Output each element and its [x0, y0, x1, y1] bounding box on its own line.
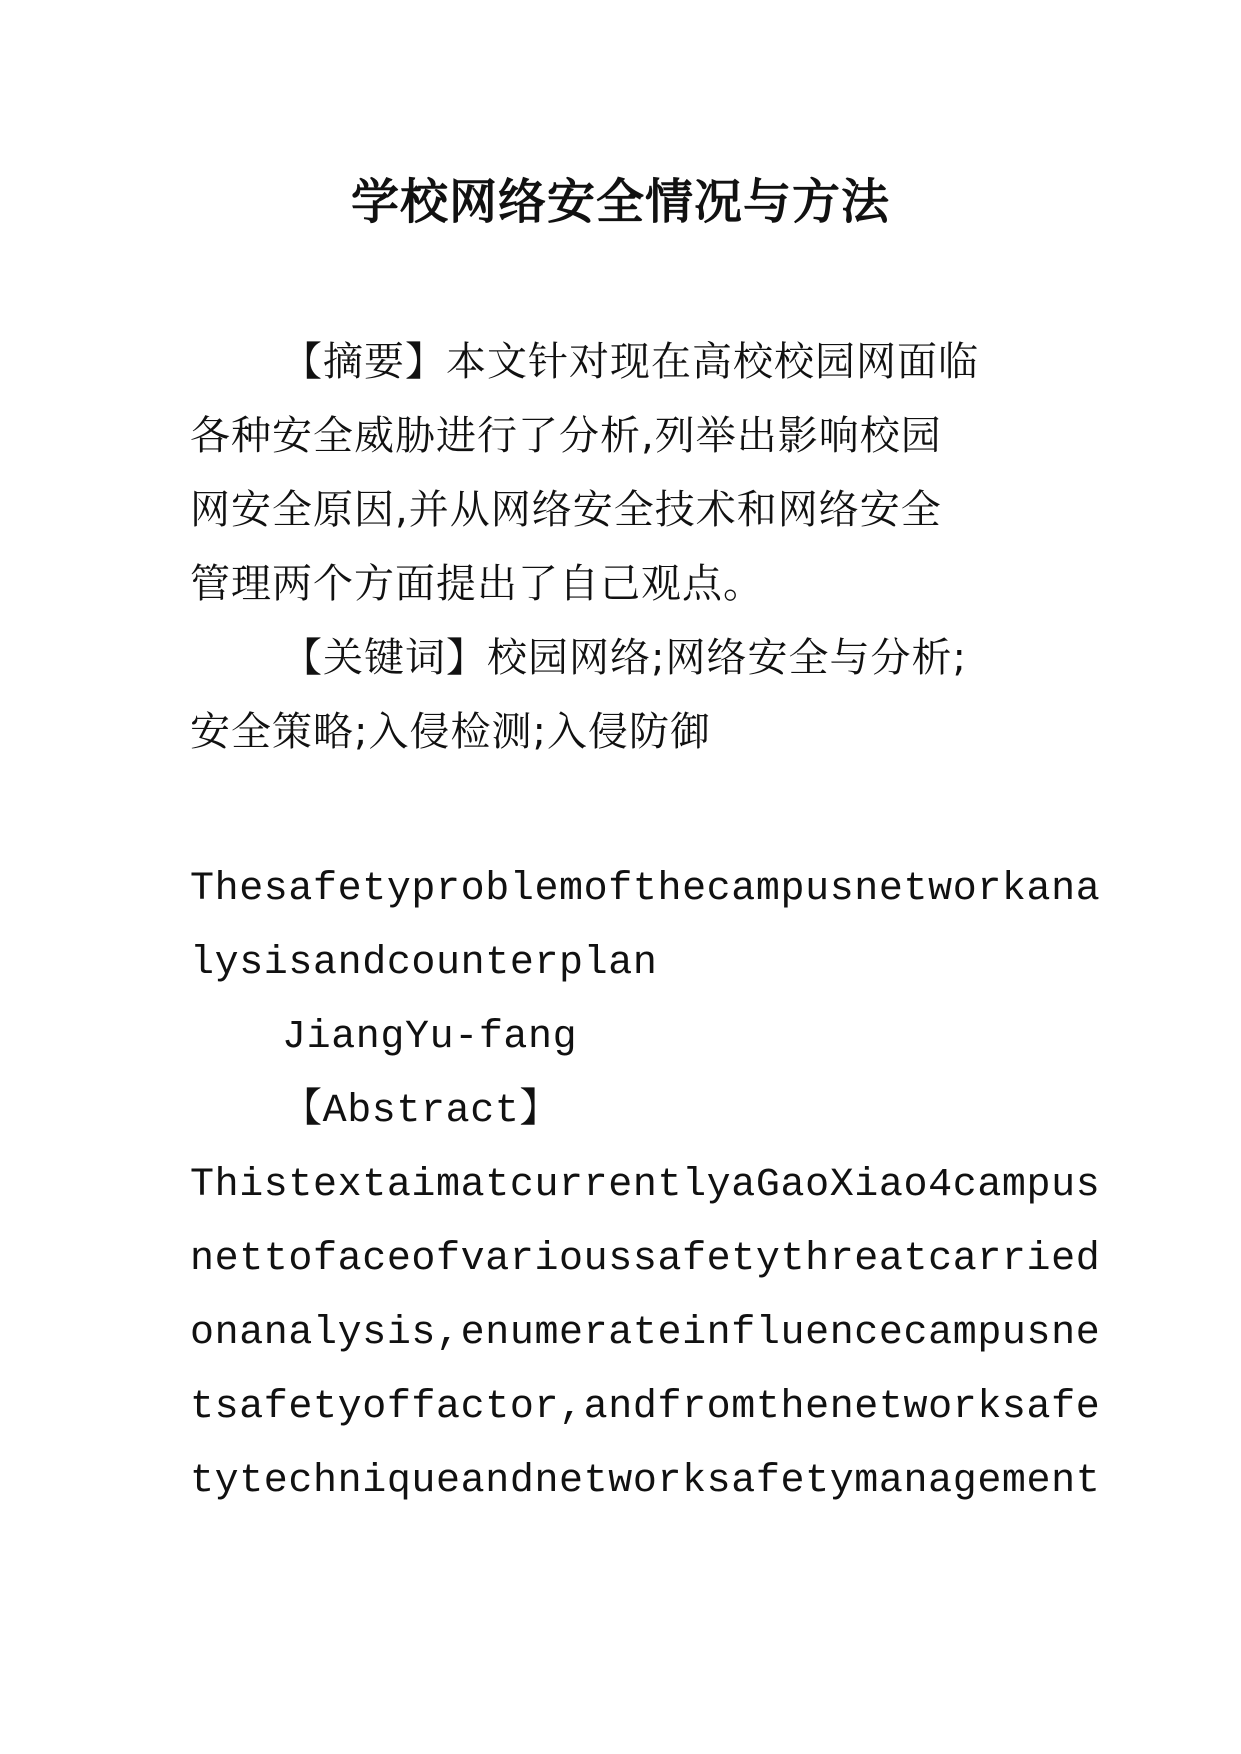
abstract-en-line-4: tsafetyoffactor,andfromthenetworksafe [190, 1385, 1101, 1430]
author-name: JiangYu-fang [282, 1015, 578, 1060]
abstract-en-line-2: nettofaceofvarioussafetythreatcarried [190, 1237, 1101, 1282]
abstract-cn-line-1: 【摘要】本文针对现在高校校园网面临 [282, 339, 979, 385]
abstract-en-heading: 【Abstract】 [282, 1089, 561, 1134]
document-title: 学校网络安全情况与方法 [350, 174, 890, 230]
keywords-cn-line-1: 【关键词】校园网络;网络安全与分析; [282, 635, 967, 681]
abstract-en-line-5: tytechniqueandnetworksafetymanagement [190, 1459, 1101, 1504]
english-title-line-1: Thesafetyproblemofthecampusnetworkana [190, 867, 1101, 912]
abstract-cn-line-4: 管理两个方面提出了自己观点。 [190, 561, 764, 607]
abstract-cn-line-2: 各种安全威胁进行了分析,列举出影响校园 [190, 413, 942, 459]
keywords-cn-line-2: 安全策略;入侵检测;入侵防御 [190, 709, 711, 755]
abstract-en-line-3: onanalysis,enumerateinfluencecampusne [190, 1311, 1101, 1356]
english-title-line-2: lysisandcounterplan [190, 941, 658, 986]
abstract-en-line-1: ThistextaimatcurrentlyaGaoXiao4campus [190, 1163, 1101, 1208]
abstract-cn-line-3: 网安全原因,并从网络安全技术和网络安全 [190, 487, 942, 533]
